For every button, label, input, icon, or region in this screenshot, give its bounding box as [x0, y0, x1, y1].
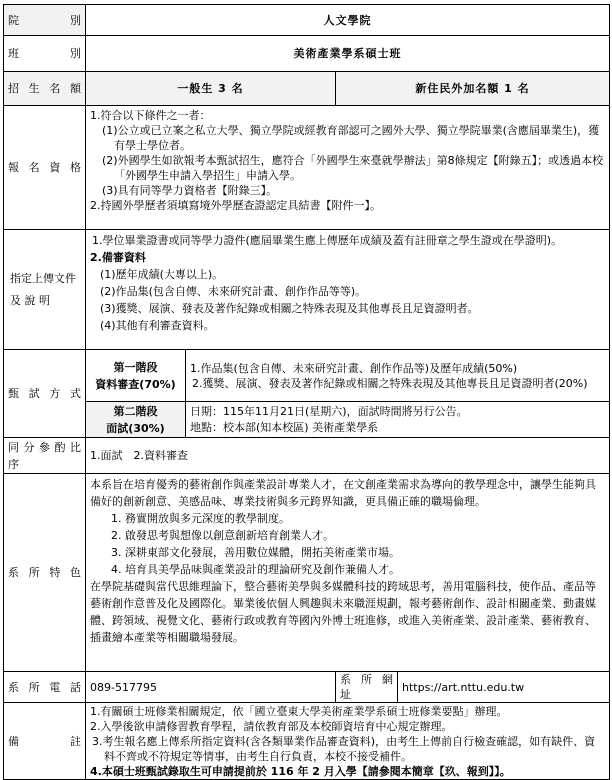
exam-label: 甄 試 方 式	[4, 350, 86, 438]
note-4: 4.本碩士班甄試錄取生可申請提前於 116 年 2 月入學【請參閱本簡章【玖、報到】】。	[90, 765, 511, 778]
upload-item2: (2)作品集(包含自傳、未來研究計畫、創作作品等等)。	[100, 285, 367, 298]
college-value: 人文學院	[86, 5, 610, 36]
upload-item4: (4)其他有利審查資料。	[100, 319, 215, 332]
stage1-name: 資料審查(70%)	[95, 377, 176, 391]
features-content	[86, 474, 610, 672]
program-value: 美術產業學系碩士班	[86, 36, 610, 72]
quota-indigenous: 新住民外加名額 1 名	[336, 72, 610, 106]
program-label: 班 別	[4, 36, 86, 72]
row-college	[4, 5, 610, 36]
tiebreak-label: 同 分 參 酌 比 序	[4, 438, 86, 474]
features-item-2: 2. 啟發思考與想像以創意創新培育創業人才。	[111, 529, 334, 542]
upload-line1: 1.學位畢業證書或同等學力證件(應屆畢業生應上傳歷年成績及蓋有註冊章之學生證或在學證明)。	[92, 234, 563, 247]
row-program	[4, 36, 610, 72]
stage2-title: 第二階段	[113, 404, 158, 418]
features-label: 系 所 特 色	[4, 474, 86, 672]
eligibility-line2: 2.持國外學歷者須填寫境外學歷查證認定具結書【附件一】。	[90, 199, 381, 212]
features-item-4: 4. 培育具美學品味與產業設計的理論研究及創作兼備人才。	[111, 563, 400, 576]
upload-label: 指定上傳文件及 說 明	[4, 230, 86, 350]
upload-line2: 2.備審資料	[90, 251, 146, 264]
row-features	[4, 474, 610, 672]
eligibility-content	[86, 106, 610, 230]
row-quota	[4, 72, 610, 106]
upload-item1: (1)歷年成績(大專以上)。	[100, 268, 224, 281]
phone-value: 089-517795	[86, 672, 336, 703]
eligibility-item2: (2)外國學生如欲報考本甄試招生，應符合「外國學生來臺就學辦法」第8條規定【附錄五】；或透過本校「外國學生申請入學招生」申請入學。	[102, 154, 604, 182]
row-exam-stage1	[4, 350, 610, 402]
row-upload	[4, 230, 610, 350]
stage2-name: 面試(30%)	[106, 421, 165, 435]
note-1: 1.有關碩士班修業相關規定，依「國立臺東大學美術產業學系碩士班修業要點」辦理。	[90, 705, 508, 718]
stage1-cell	[86, 350, 186, 402]
notes-label: 備 註	[4, 703, 86, 780]
note-3: 3.考生報名應上傳系所指定資料(含各類畢業作品審查資料)，由考生上傳前自行檢查確認，如有缺件、資料不齊或不符規定等情事，由考生自行負責，本校不接受補件。	[92, 735, 596, 763]
features-item-1: 1. 務實開放與多元深度的教學制度。	[111, 512, 290, 525]
note-2: 2.入學後欲申請修習教育學程，請依教育部及本校師資培育中心規定辦理。	[90, 720, 453, 733]
row-eligibility	[4, 106, 610, 230]
admission-table	[3, 4, 610, 780]
web-label: 系 所 網 址	[336, 672, 398, 703]
stage1-item1: 1.作品集(包含自傳、未來研究計畫、創作作品等)及歷年成績(50%)	[190, 361, 518, 375]
notes-content	[86, 703, 610, 780]
eligibility-item3: (3)具有同等學力資格者【附錄三】。	[102, 184, 278, 197]
tiebreak-value: 1.面試 2.資料審查	[86, 438, 610, 474]
phone-label: 系 所 電 話	[4, 672, 86, 703]
stage2-content	[186, 402, 610, 438]
features-item-3: 3. 深耕東部文化發展，善用數位媒體，開拓美術產業市場。	[111, 546, 400, 559]
stage2-cell	[86, 402, 186, 438]
stage2-date: 日期：115年11月21日(星期六)，面試時間將另行公告。	[190, 404, 468, 418]
stage1-title: 第一階段	[113, 360, 158, 374]
row-tiebreak	[4, 438, 610, 474]
quota-label: 招 生 名 額	[4, 72, 86, 106]
features-intro: 本系旨在培育優秀的藝術創作與產業設計專業人才，在文創產業需求為導向的教學理念中，讓學生能夠具備好的創新創意、美感品味、專業技術與多元跨界知識，更具備正確的職場倫理。	[90, 478, 596, 508]
row-contact	[4, 672, 610, 703]
web-value[interactable]: https://art.nttu.edu.tw	[398, 672, 610, 703]
stage1-item2: 2.獲獎、展演、發表及著作紀錄或相關之特殊表現及其他專長且足資證明者(20%)	[192, 376, 588, 390]
quota-general: 一般生 3 名	[86, 72, 336, 106]
college-label: 院 別	[4, 5, 86, 36]
eligibility-label: 報 名 資 格	[4, 106, 86, 230]
upload-content	[86, 230, 610, 350]
stage2-place: 地點：校本部(知本校區) 美術產業學系	[190, 420, 379, 434]
eligibility-line1: 1.符合以下條件之一者：	[90, 109, 211, 122]
row-notes	[4, 703, 610, 780]
eligibility-item1: (1)公立或已立案之私立大學、獨立學院或經教育部認可之國外大學、獨立學院畢業(含應屆畢業生)，獲有學士學位者。	[102, 124, 600, 152]
row-exam-stage2	[4, 402, 610, 438]
features-outro: 在學院基礎與當代思維理論下，整合藝術美學與多媒體科技的跨域思考，善用電腦科技，使作品、產品等藝術創作意普及化及國際化。畢業後依個人興趣與未來職涯規劃，報考藝術創作、設計相關產業、動畫媒體、跨領域、視覺文化、藝術行政或教育等國內外博士班進修，或進入美術產業、設計產業、藝術教育、插畫繪本產業等相關職場發展。	[90, 580, 596, 644]
upload-item3: (3)獲獎、展演、發表及著作紀錄或相關之特殊表現及其他專長且足資證明者。	[100, 302, 479, 315]
stage1-content	[186, 350, 610, 402]
